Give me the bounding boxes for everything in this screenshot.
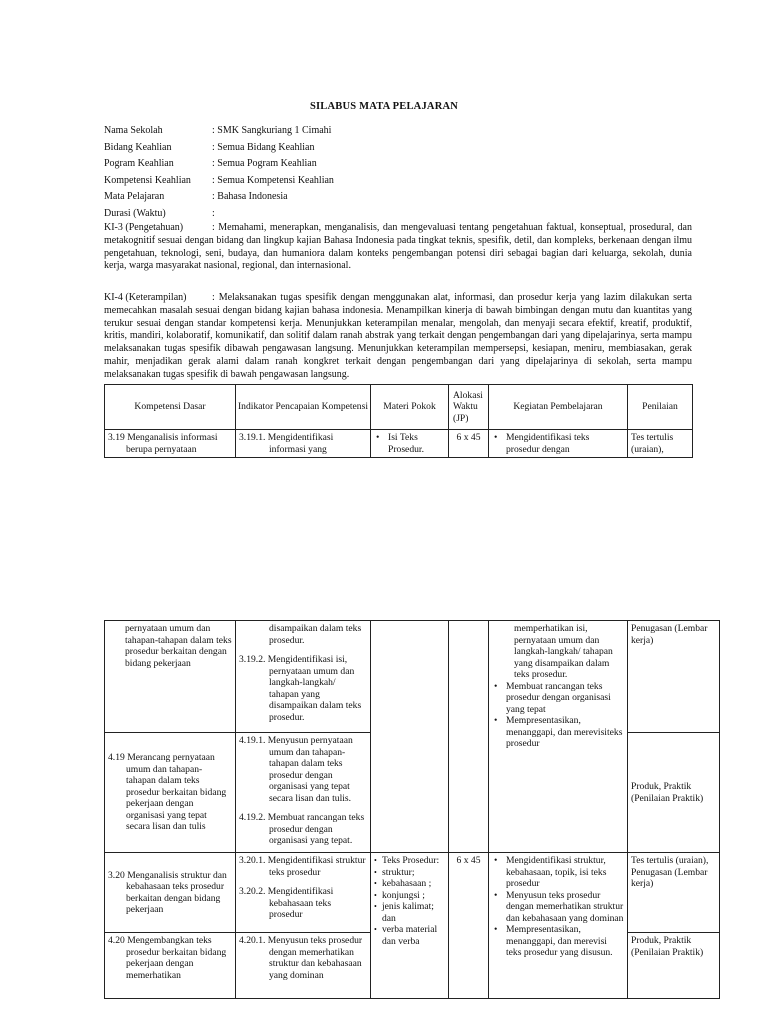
materi-item: • Teks Prosedur: (374, 855, 445, 867)
info-value: : (212, 207, 215, 219)
penilaian-cell: Produk, Praktik (Penilaian Praktik) (628, 733, 720, 853)
kd-cell: pernyataan umum dan tahapan-tahapan dalam teks prosedur berkaitan dengan bidang pekerjaan (105, 621, 236, 733)
info-label: Kompetensi Keahlian (104, 174, 191, 186)
identity-block (104, 124, 694, 223)
waktu-cell-empty (449, 621, 489, 853)
ipk-text: 3.20.1. Mengidentifikasi struktur teks prosedur (239, 855, 366, 878)
kegiatan-cell (489, 430, 628, 458)
ipk-cell (236, 621, 371, 733)
info-value: : Bahasa Indonesia (212, 191, 288, 202)
ipk-text: 3.19.2. Mengidentifikasi isi, pernyataan umum dan langkah-langkah/ tahapan yang disampaikan dalam teks prosedur. (239, 654, 362, 723)
kegiatan-item: • Mempresentasikan, menanggapi, dan merevisiteks prosedur (492, 715, 624, 750)
kegiatan-cell (489, 621, 628, 853)
materi-item: • Isi Teks Prosedur. (374, 432, 445, 455)
ipk-cell (236, 853, 371, 933)
info-label: Nama Sekolah (104, 125, 163, 136)
penilaian-cell: Produk, Praktik (Penilaian Praktik) (628, 933, 720, 999)
kegiatan-item: • Menyusun teks prosedur dengan memerhatikan struktur dan kebahasaan yang dominan (492, 890, 624, 925)
kd-cell (105, 933, 236, 999)
penilaian-cell: Tes tertulis (uraian), (628, 430, 693, 458)
header-kegiatan: Kegiatan Pembelajaran (489, 385, 628, 430)
ipk-text: 4.20.1. Menyusun teks prosedur dengan memerhatikan struktur dan kebahasaan yang dominan (239, 935, 363, 981)
ipk-cell (236, 733, 371, 853)
header-materi-pokok: Materi Pokok (371, 385, 449, 430)
header-kompetensi-dasar: Kompetensi Dasar (105, 385, 236, 430)
ki3-text: : Memahami, menerapkan, menganalisis, dan mengevaluasi tentang pengetahuan faktual, konseptual, prosedural, dan metakognitif sesuai dengan bidang dan lingkup kajian Bahasa Indonesia pada tingkat teknis, spesifik, detil, dan kompleks, berkenaan dengan ilmu pengetahuan, teknologi, seni, budaya, dan humaniora dalam konteks pengembangan potensi diri sebagai bagian dari keluarga, sekolah, dunia kerja, warga masyarakat nasional, regional, dan internasional. (104, 222, 692, 272)
table-row (105, 430, 693, 458)
materi-cell-empty (371, 621, 449, 853)
syllabus-table-top (104, 384, 693, 458)
waktu-cell: 6 x 45 (449, 853, 489, 999)
ipk-text: 4.19.2. Membuat rancangan teks prosedur dengan organisasi yang tepat. (239, 812, 365, 846)
kegiatan-cell (489, 853, 628, 999)
info-label: Bidang Keahlian (104, 141, 172, 153)
ipk-text: 3.20.2. Mengidentifikasi kebahasaan teks prosedur (239, 886, 334, 920)
info-value: : SMK Sangkuriang 1 Cimahi (212, 125, 332, 136)
kd-text: 3.19 Menganalisis informasi berupa pernyataan (108, 432, 218, 455)
ipk-cell (236, 933, 371, 999)
ki4-text: : Melaksanakan tugas spesifik dengan menggunakan alat, informasi, dan prosedur kerja yang lazim dilakukan serta memecahkan masalah sesuai dengan bidang kajian bahasa indonesia. Menampilkan kinerja di bawah bimbingan dengan mutu dan kuantitas yang terukur sesuai dengan standar kompetensi kerja. Menunjukkan keterampilan menalar, mengolah, dan menyaji secara efektif, kreatif, produktif, kritis, mandiri, kolaboratif, komunikatif, dan solitif dalam ranah abstrak yang terkait dengan pengembangan dari yang dipelajarinya, serta mampu melaksanakan tugas spesifik dibawah pengawasan langsung. Menunjukkan keterampilan mempersepsi, kesiapan, meniru, membiasakan, gerak mahir, menjadikan gerak alami dalam ranah kongkret terkait dengan pengembangan dari yang dipelajarinya di sekolah, serta mampu melaksanakan tugas spesifik di bawah pengawasan langsung. (104, 292, 692, 380)
kegiatan-item: • Mengidentifikasi struktur, kebahasaan, topik, isi teks prosedur (492, 855, 624, 890)
kd-text: 4.19 Merancang pernyataan umum dan tahapan-tahapan dalam teks prosedur berkaitan bidang pekerjaan dengan organisasi yang tepat secara lisan dan tulis (108, 752, 227, 833)
info-row (104, 141, 694, 158)
materi-item: • struktur; (374, 867, 445, 879)
ki3-paragraph (104, 222, 692, 273)
kd-cell (105, 733, 236, 853)
info-value: : Semua Kompetensi Keahlian (212, 174, 334, 186)
info-row (104, 174, 694, 191)
materi-item: • konjungsi ; (374, 890, 445, 902)
info-label: Mata Pelajaran (104, 191, 165, 202)
waktu-cell: 6 x 45 (449, 430, 489, 458)
materi-cell (371, 430, 449, 458)
info-value: : Semua Bidang Keahlian (212, 141, 315, 153)
info-row (104, 124, 694, 141)
document-title: SILABUS MATA PELAJARAN (309, 101, 459, 112)
table-header-row (105, 385, 693, 430)
materi-cell (371, 853, 449, 999)
materi-item: • kebahasaan ; (374, 878, 445, 890)
ipk-text: disampaikan dalam teks prosedur. (269, 623, 362, 646)
info-row (104, 157, 694, 174)
kegiatan-text: memperhatikan isi, pernyataan umum dan langkah-langkah/ tahapan yang disampaikan dalam teks prosedur. (514, 623, 613, 680)
ipk-text: 3.19.1. Mengidentifikasi informasi yang (239, 432, 334, 455)
ki3-label: KI-3 (Pengetahuan) (104, 222, 184, 233)
header-alokasi-waktu: Alokasi Waktu (JP) (449, 385, 489, 430)
info-row (104, 207, 694, 224)
table-row (105, 853, 720, 933)
kd-cell (105, 853, 236, 933)
header-indikator: Indikator Pencapaian Kompetensi (236, 385, 371, 430)
materi-item: • verba material dan verba (374, 924, 445, 947)
kegiatan-item: • Mempresentasikan, menanggapi, dan merevisi teks prosedur yang disusun. (492, 924, 624, 959)
ipk-text: 4.19.1. Menyusun pernyataan umum dan tahapan-tahapan dalam teks prosedur dengan organisasi yang tepat secara lisan dan tulis. (239, 735, 353, 804)
penilaian-cell: Tes tertulis (uraian), Penugasan (Lembar kerja) (628, 853, 720, 933)
ki4-paragraph (104, 292, 692, 382)
kd-cell (105, 430, 236, 458)
kd-text: 3.20 Menganalisis struktur dan kebahasaan teks prosedur berkaitan dengan bidang pekerjaan (108, 869, 227, 915)
table-row (105, 621, 720, 733)
syllabus-table-continued (104, 620, 720, 999)
info-row (104, 190, 694, 207)
ki4-label: KI-4 (Keterampilan) (104, 292, 187, 303)
kd-text: 4.20 Mengembangkan teks prosedur berkaitan bidang pekerjaan dengan memerhatikan (108, 935, 227, 981)
kegiatan-item: • Mengidentifikasi teks prosedur dengan (492, 432, 624, 455)
kegiatan-item: • Membuat rancangan teks prosedur dengan organisasi yang tepat (492, 681, 624, 716)
info-label: Pogram Keahlian (104, 158, 174, 169)
penilaian-cell: Penugasan (Lembar kerja) (628, 621, 720, 733)
info-label: Durasi (Waktu) (104, 207, 166, 219)
materi-item: • jenis kalimat; dan (374, 901, 445, 924)
header-penilaian: Penilaian (628, 385, 693, 430)
info-value: : Semua Pogram Keahlian (212, 158, 317, 169)
ipk-cell (236, 430, 371, 458)
